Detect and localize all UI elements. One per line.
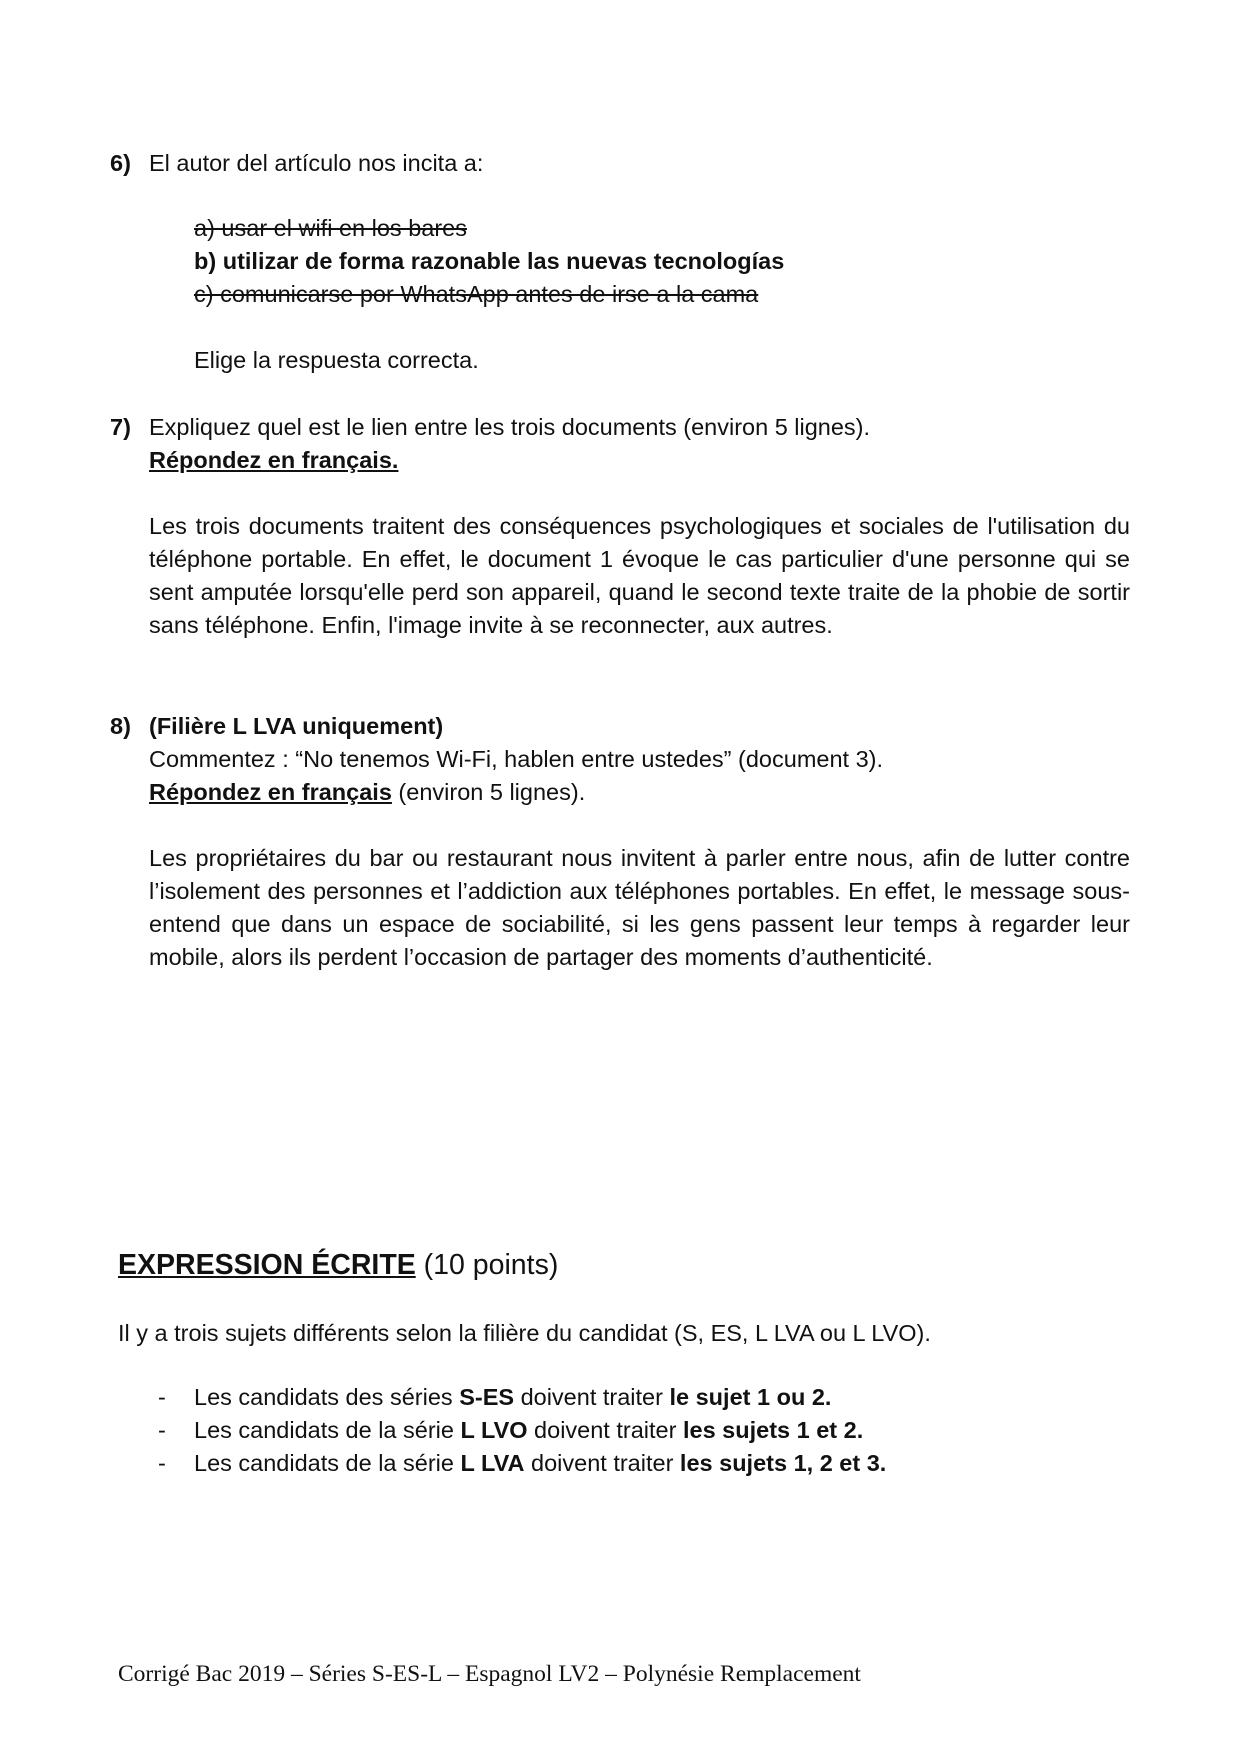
subject-list <box>158 1381 886 1480</box>
question-7-answer: Les trois documents traitent des conséquences psychologiques et sociales de l'utilisation du téléphone portable. En effet, le document 1 évoque le cas particulier d'une personne qui se sent amputée lorsqu'elle perd son appareil, quand le second texte traite de la phobie de sortir sans téléphone. Enfin, l'image invite à se reconnecter, aux autres. <box>149 513 1130 638</box>
list-item-text: doivent traiter <box>524 1450 680 1476</box>
list-item <box>158 1447 886 1480</box>
list-item-series: L LVO <box>460 1417 528 1443</box>
list-item <box>158 1381 886 1414</box>
question-6-options <box>194 212 1130 377</box>
list-item-text: Les candidats de la série <box>194 1417 461 1443</box>
question-6-instruction: Elige la respuesta correcta. <box>194 347 479 373</box>
section-title <box>118 1245 558 1285</box>
list-item-series: S-ES <box>459 1384 515 1410</box>
question-7 <box>110 411 1130 642</box>
question-8-header: (Filière L LVA uniquement) <box>149 713 444 739</box>
list-item <box>158 1414 886 1447</box>
question-6 <box>110 147 1130 377</box>
list-item-text: doivent traiter <box>527 1417 683 1443</box>
list-item-subjects: les sujets 1, 2 et 3. <box>679 1450 887 1476</box>
section-title-text: EXPRESSION ÉCRITE <box>118 1249 416 1281</box>
option-b-correct: b) utilizar de forma razonable las nuevas tecnologías <box>194 248 785 274</box>
question-8-number: 8) <box>110 713 131 739</box>
list-item-text: Les candidats des séries <box>194 1384 460 1410</box>
question-7-respond-instruction: Répondez en français. <box>149 447 399 473</box>
list-item-subjects: le sujet 1 ou 2. <box>669 1384 832 1410</box>
question-6-number: 6) <box>110 150 131 176</box>
section-points: (10 points) <box>415 1249 559 1281</box>
question-8-prompt: Commentez : “No tenemos Wi-Fi, hablen entre ustedes” (document 3). <box>149 746 884 772</box>
question-8-respond-suffix: (environ 5 lignes). <box>391 779 586 805</box>
question-8 <box>110 710 1130 974</box>
bullet-dash: - <box>158 1450 166 1476</box>
question-8-respond-instruction: Répondez en français <box>149 779 392 805</box>
page-footer: Corrigé Bac 2019 – Séries S-ES-L – Espagnol LV2 – Polynésie Remplacement <box>118 1661 861 1687</box>
question-7-number: 7) <box>110 414 131 440</box>
list-item-text: doivent traiter <box>514 1384 670 1410</box>
option-a: a) usar el wifi en los bares <box>194 215 467 241</box>
list-item-series: L LVA <box>460 1450 525 1476</box>
bullet-dash: - <box>158 1384 166 1410</box>
question-6-prompt: El autor del artículo nos incita a: <box>149 150 484 176</box>
question-7-prompt: Expliquez quel est le lien entre les trois documents (environ 5 lignes). <box>149 414 871 440</box>
section-intro: Il y a trois sujets différents selon la filière du candidat (S, ES, L LVA ou L LVO). <box>118 1320 931 1346</box>
option-c: c) comunicarse por WhatsApp antes de irse a la cama <box>194 281 759 307</box>
list-item-text: Les candidats de la série <box>194 1450 461 1476</box>
bullet-dash: - <box>158 1417 166 1443</box>
list-item-subjects: les sujets 1 et 2. <box>682 1417 864 1443</box>
question-8-answer: Les propriétaires du bar ou restaurant nous invitent à parler entre nous, afin de lutter contre l’isolement des personnes et l’addiction aux téléphones portables. En effet, le message sous-entend que dans un espace de sociabilité, si les gens passent leur temps à regarder leur mobile, alors ils perdent l’occasion de partager des moments d’authenticité. <box>149 845 1130 970</box>
